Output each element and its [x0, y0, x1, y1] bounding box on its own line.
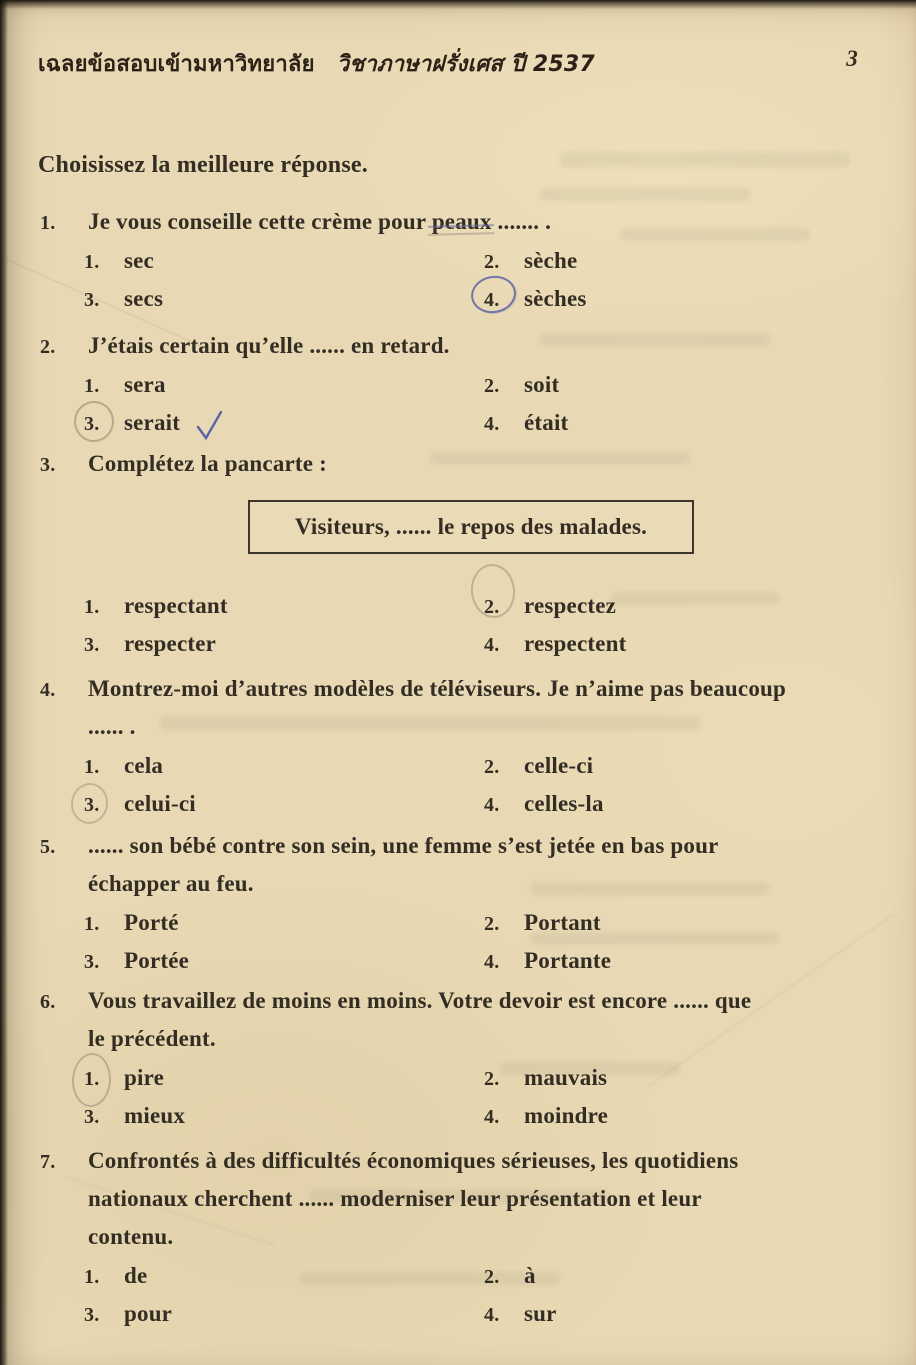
answer-option [484, 242, 876, 280]
options-grid [84, 587, 876, 663]
option-label: pire [124, 1065, 164, 1090]
header-title-thai: เฉลยข้อสอบเข้ามหาวิทยาลัย [38, 52, 315, 77]
option-label: mauvais [524, 1065, 608, 1090]
instruction-text: Choisissez la meilleure réponse. [38, 152, 368, 178]
answer-option [484, 747, 876, 785]
option-label: Portée [124, 948, 190, 973]
question-text-line: ...... son bébé contre son sein, une femme s’est jetée en bas pour [88, 833, 719, 858]
option-number: 3. [84, 786, 99, 824]
question-text-line [88, 203, 876, 241]
option-label: sera [124, 372, 166, 397]
option-label: cela [124, 753, 164, 778]
option-label: respectez [524, 593, 617, 618]
option-label: celle-ci [524, 753, 594, 778]
question-number: 5. [40, 836, 56, 858]
question [38, 1142, 876, 1333]
options-grid [84, 904, 876, 980]
option-label: Portant [524, 910, 601, 935]
answer-option [484, 366, 876, 404]
option-label: à [524, 1263, 536, 1288]
option-label: sec [124, 248, 154, 273]
option-label: sèche [524, 248, 578, 273]
option-number: 2. [484, 375, 500, 397]
option-label: Portante [524, 948, 612, 973]
option-label: mieux [124, 1103, 186, 1128]
option-number: 1. [84, 913, 100, 935]
question-text-line: échapper au feu. [88, 871, 254, 896]
answer-option [84, 280, 484, 318]
option-number: 1. [84, 756, 100, 778]
answer-option [84, 625, 484, 663]
pen-underline-mark: peaux [431, 209, 492, 234]
question [38, 670, 876, 823]
answer-option [484, 904, 876, 942]
options-grid [84, 366, 876, 442]
answer-option [484, 1097, 876, 1135]
option-label: sur [524, 1301, 557, 1326]
question-text-line: Confrontés à des difficultés économiques sérieuses, les quotidiens [88, 1148, 739, 1173]
option-number: 1. [84, 1060, 99, 1098]
question-text-line: ...... . [88, 714, 136, 739]
option-label: était [524, 410, 569, 435]
answer-option [484, 1295, 876, 1333]
answer-option [484, 1257, 876, 1295]
question-text-part: ....... . [491, 209, 552, 234]
question-number: 7. [40, 1151, 56, 1173]
question-text-line: Montrez-moi d’autres modèles de téléviseurs. Je n’aime pas beaucoup [88, 676, 786, 701]
option-number: 3. [84, 1106, 100, 1128]
option-number: 2. [484, 1068, 500, 1090]
option-label: sèches [524, 286, 587, 311]
question [38, 445, 876, 663]
answer-option [484, 587, 876, 625]
answer-option [84, 242, 484, 280]
option-label: secs [124, 286, 164, 311]
option-label: celles-la [524, 791, 604, 816]
answer-option [484, 785, 876, 823]
question-text-line: Complétez la pancarte : [88, 451, 328, 476]
option-number: 1. [84, 251, 100, 273]
option-number: 2. [484, 756, 500, 778]
question-text-part: Je vous conseille cette crème pour [88, 209, 432, 234]
answer-option [84, 1257, 484, 1295]
answer-option [484, 1059, 876, 1097]
answer-option [84, 587, 484, 625]
option-number: 3. [84, 289, 100, 311]
question-number: 3. [40, 454, 56, 476]
option-number: 3. [84, 951, 100, 973]
option-number: 2. [484, 1266, 500, 1288]
question [38, 203, 876, 318]
option-number: 1. [84, 375, 100, 397]
page-number: 3 [846, 46, 858, 71]
option-number: 4. [484, 634, 500, 656]
question [38, 827, 876, 980]
options-grid [84, 242, 876, 318]
answer-option [84, 404, 484, 442]
options-grid [84, 1257, 876, 1333]
question-number: 4. [40, 679, 56, 701]
options-grid [84, 747, 876, 823]
options-grid [84, 1059, 876, 1135]
option-label: celui-ci [124, 791, 196, 816]
question [38, 327, 876, 442]
option-label: serait [124, 410, 181, 435]
option-label: respectent [524, 631, 627, 656]
answer-option [84, 785, 484, 823]
pencil-circle-mark [68, 781, 110, 827]
option-label: Porté [124, 910, 179, 935]
option-number: 3. [84, 1304, 100, 1326]
answer-option [84, 747, 484, 785]
option-number: 4. [484, 951, 500, 973]
answer-option [484, 625, 876, 663]
option-number: 2. [484, 913, 500, 935]
option-number: 1. [84, 1266, 100, 1288]
option-number: 3. [84, 405, 99, 443]
answer-option [484, 280, 876, 318]
option-label: pour [124, 1301, 173, 1326]
answer-option [84, 1097, 484, 1135]
header-subject-thai: วิชาภาษาฝรั่งเศส ปี 2537 [336, 52, 595, 77]
option-number: 3. [84, 634, 100, 656]
option-label: de [124, 1263, 148, 1288]
option-number: 4. [484, 1106, 500, 1128]
option-label: moindre [524, 1103, 609, 1128]
answer-option [84, 366, 484, 404]
option-label: respecter [124, 631, 217, 656]
option-number: 4. [484, 413, 500, 435]
question [38, 982, 876, 1135]
question-text-line: le précédent. [88, 1026, 216, 1051]
option-number: 2. [484, 588, 499, 626]
option-number: 4. [484, 1304, 500, 1326]
option-number: 4. [484, 281, 499, 319]
answer-option [84, 904, 484, 942]
question-text-line: nationaux cherchent ...... moderniser leur présentation et leur [88, 1186, 702, 1211]
pencil-circle-mark [73, 400, 116, 444]
answer-option [84, 942, 484, 980]
question-number: 6. [40, 991, 56, 1013]
option-number: 1. [84, 596, 100, 618]
question-list [38, 203, 876, 1333]
option-label: soit [524, 372, 560, 397]
option-label: respectant [124, 593, 228, 618]
answer-option [84, 1059, 484, 1097]
page-header [38, 46, 876, 82]
question-number: 2. [40, 336, 56, 358]
question-text-line: Vous travaillez de moins en moins. Votre devoir est encore ...... que [88, 988, 752, 1013]
sign-text: Visiteurs, ...... le repos des malades. [294, 514, 648, 539]
question-text-line: contenu. [88, 1224, 174, 1249]
question-number: 1. [40, 212, 56, 234]
answer-option [84, 1295, 484, 1333]
question-text-line: J’étais certain qu’elle ...... en retard. [88, 333, 450, 358]
option-number: 4. [484, 794, 500, 816]
sign-box [248, 500, 694, 554]
pen-checkmark [194, 408, 224, 442]
option-number: 2. [484, 251, 500, 273]
answer-option [484, 942, 876, 980]
answer-option [484, 404, 876, 442]
